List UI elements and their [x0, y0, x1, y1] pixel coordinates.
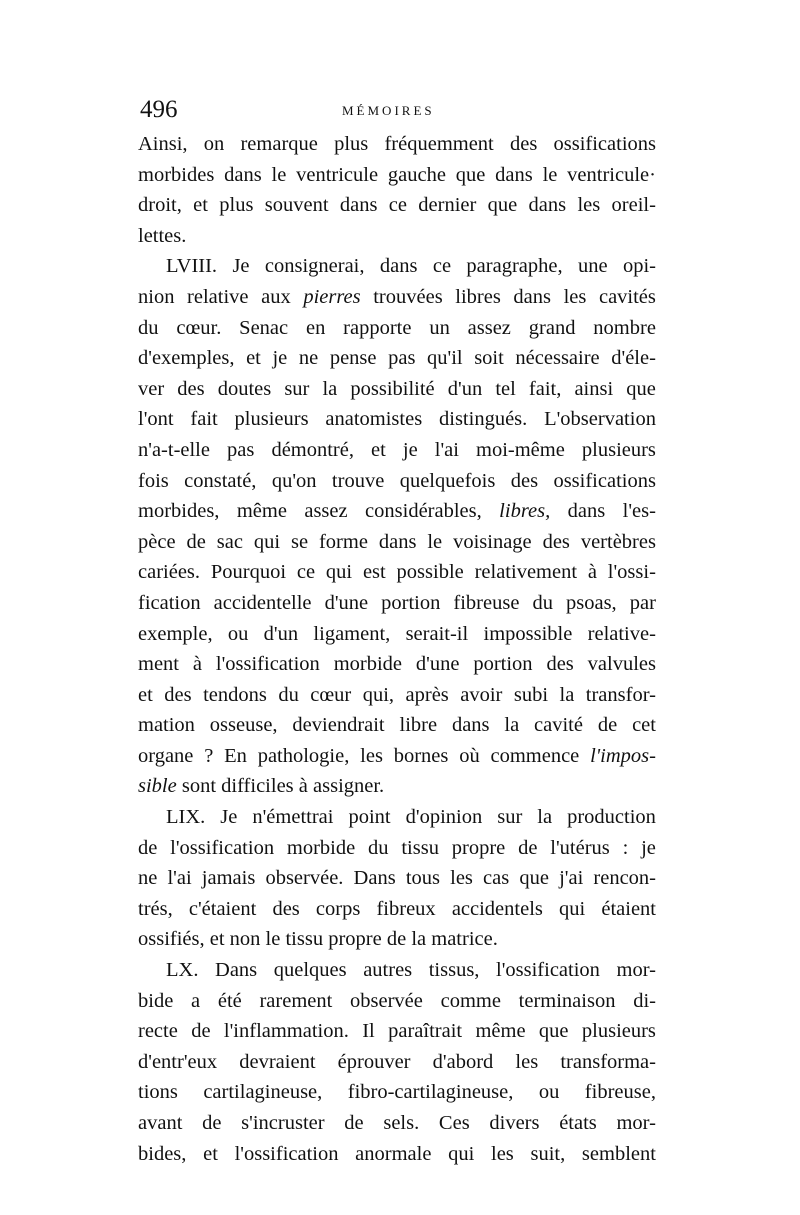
text-line: Ainsi, on remarque plus fréquemment des ossifications	[138, 133, 656, 155]
text-line: LVIII. Je consignerai, dans ce paragraphe, une opi-	[166, 255, 656, 278]
text-line: ne l'ai jamais observée. Dans tous les cas que j'ai rencon-	[138, 867, 656, 890]
text-line: tions cartilagineuse, fibro-cartilagineuse, ou fibreuse,	[138, 1081, 656, 1104]
text-line: recte de l'inflammation. Il paraîtrait même que plusieurs	[138, 1020, 656, 1043]
running-title: MÉMOIRES	[342, 103, 435, 118]
text-line: nion relative aux pierres trouvées libres dans les cavités	[138, 285, 656, 308]
text-line: lettes.	[138, 224, 187, 247]
text-line: exemple, ou d'un ligament, serait-il impossible relative-	[138, 622, 656, 645]
text-line: et des tendons du cœur qui, après avoir subi la transfor-	[138, 683, 656, 706]
text-line: morbides dans le ventricule gauche que dans le ventricule·	[138, 163, 656, 186]
text-line: d'exemples, et je ne pense pas qu'il soit nécessaire d'éle-	[138, 347, 656, 370]
text-line: LX. Dans quelques autres tissus, l'ossification mor-	[166, 959, 656, 982]
text-line: de l'ossification morbide du tissu propre de l'utérus : je	[138, 836, 656, 859]
text-line: bide a été rarement observée comme terminaison di-	[138, 989, 656, 1012]
text-line: LIX. Je n'émettrai point d'opinion sur la production	[166, 806, 656, 829]
text-line: morbides, même assez considérables, libres, dans l'es-	[138, 500, 656, 523]
text-line: ment à l'ossification morbide d'une portion des valvules	[138, 653, 656, 676]
text-line: avant de s'incruster de sels. Ces divers états mor-	[138, 1112, 656, 1134]
text-line: organe ? En pathologie, les bornes où commence l'impos-	[138, 744, 656, 767]
text-line: ver des doutes sur la possibilité d'un tel fait, ainsi que	[138, 377, 656, 400]
text-line: du cœur. Senac en rapporte un assez grand nombre	[138, 316, 656, 339]
body-text	[138, 129, 656, 1169]
text-line: sible sont difficiles à assigner.	[138, 775, 385, 798]
text-line: cariées. Pourquoi ce qui est possible relativement à l'ossi-	[138, 561, 656, 584]
page-number: 496	[140, 96, 178, 123]
text-line: pèce de sac qui se forme dans le voisinage des vertèbres	[138, 530, 656, 553]
text-line: ossifiés, et non le tissu propre de la matrice.	[138, 928, 498, 951]
text-line: droit, et plus souvent dans ce dernier que dans les oreil-	[138, 194, 656, 217]
text-line: fois constaté, qu'on trouve quelquefois des ossifications	[138, 469, 656, 492]
text-line: n'a-t-elle pas démontré, et je l'ai moi-même plusieurs	[138, 438, 656, 461]
text-line: l'ont fait plusieurs anatomistes distingués. L'observation	[138, 408, 656, 431]
text-line: bides, et l'ossification anormale qui les suit, semblent	[138, 1142, 656, 1165]
text-line: d'entr'eux devraient éprouver d'abord les transforma-	[138, 1050, 656, 1073]
text-line: fication accidentelle d'une portion fibreuse du psoas, par	[138, 591, 656, 614]
page-header	[140, 94, 660, 130]
text-line: trés, c'étaient des corps fibreux accidentels qui étaient	[138, 897, 656, 920]
text-line: mation osseuse, deviendrait libre dans la cavité de cet	[138, 714, 656, 737]
